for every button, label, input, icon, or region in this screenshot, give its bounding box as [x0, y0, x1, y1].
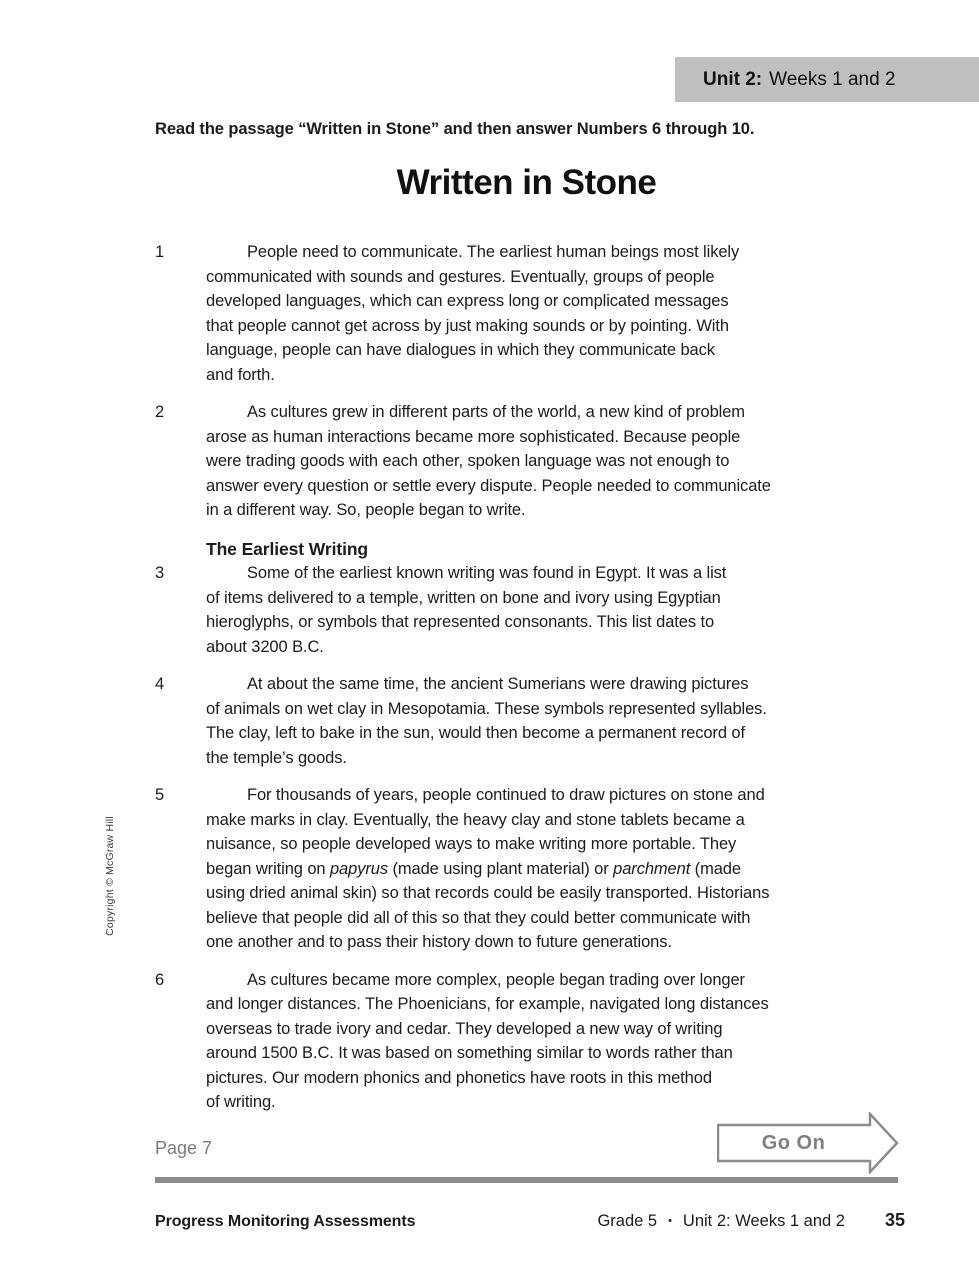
footer-book-title: Progress Monitoring Assessments [155, 1213, 416, 1230]
paragraph-number: 6 [155, 970, 165, 989]
copyright-notice: Copyright © McGraw Hill [104, 816, 116, 936]
paragraph-number: 5 [155, 786, 165, 804]
passage-paragraph [155, 968, 935, 1115]
paragraph-text: At about the same time, the ancient Sumerians were drawing pictures of animals on wet clay in Mesopotamia. These symbols represented syllables. The clay, left to bake in the sun, would then become a permanent record of the temple’s goods. [206, 675, 767, 767]
paragraph-text: As cultures grew in different parts of the world, a new kind of problem arose as human interactions became more sophisticated. Because people were trading goods with each other, spoken language was not enough to answer every question or settle every dispute. People needed to communicate in a different way. So, people began to write. [206, 403, 771, 519]
page-label: Page 7 [155, 1138, 213, 1158]
paragraph-number: 1 [155, 243, 165, 261]
paragraph-text: Some of the earliest known writing was found in Egypt. It was a list of items delivered to a temple, written on bone and ivory using Egyptian hieroglyphs, or symbols that represented consonants. This list dates to about 3200 B.C. [206, 564, 727, 656]
footer-grade: Grade 5 [597, 1212, 658, 1230]
paragraph-text: As cultures became more complex, people began trading over longer and longer distances. The Phoenicians, for example, navigated long distances overseas to trade ivory and cedar. They developed a new way of writing around 1500 B.C. It was based on something similar to words rather than pictures. Our modern phonics and phonetics have roots in this method of writing. [206, 970, 769, 1111]
go-on-label: Go On [761, 1131, 826, 1154]
unit-banner [675, 57, 979, 102]
footer-bullet: • [668, 1215, 672, 1227]
footer-page-number: 35 [884, 1210, 905, 1230]
footer-divider [155, 1177, 898, 1183]
footer-unit: Unit 2: Weeks 1 and 2 [682, 1212, 845, 1230]
passage-paragraphs [155, 240, 935, 1128]
unit-banner-bold: Unit 2: [703, 68, 763, 90]
passage-paragraph [155, 400, 935, 523]
paragraph-number: 2 [155, 403, 165, 421]
paragraph-number: 4 [155, 675, 165, 693]
go-on-button[interactable] [717, 1112, 899, 1174]
passage-instruction: Read the passage “Written in Stone” and then answer Numbers 6 through 10. [155, 120, 755, 138]
paragraph-number: 3 [155, 564, 165, 582]
passage-paragraph [155, 240, 935, 387]
paragraph-text: For thousands of years, people continued to draw pictures on stone and make marks in clay. Eventually, the heavy clay and stone tablets became a nuisance, so people developed ways to make writing more portable. They began writing on papyrus (made using plant material) or parchment (made using dried animal skin) so that records could be easily transported. Historians believe that people did all of this so that they could better communicate with one another and to pass their history down to future generations. [206, 786, 770, 951]
page-footer [155, 1210, 905, 1231]
passage-paragraph [155, 783, 935, 955]
passage-title: Written in Stone [396, 163, 657, 202]
footer-right-group [597, 1210, 905, 1231]
paragraph-text: People need to communicate. The earliest human beings most likely communicated with sounds and gestures. Eventually, groups of people developed languages, which can express long or complicated messages that people cannot get across by just making sounds or by pointing. With language, people can have dialogues in which they communicate back and forth. [206, 243, 740, 384]
passage-paragraph [155, 561, 935, 659]
unit-banner-rest: Weeks 1 and 2 [769, 68, 896, 90]
section-heading: The Earliest Writing [206, 538, 369, 559]
passage-paragraph [155, 672, 935, 770]
